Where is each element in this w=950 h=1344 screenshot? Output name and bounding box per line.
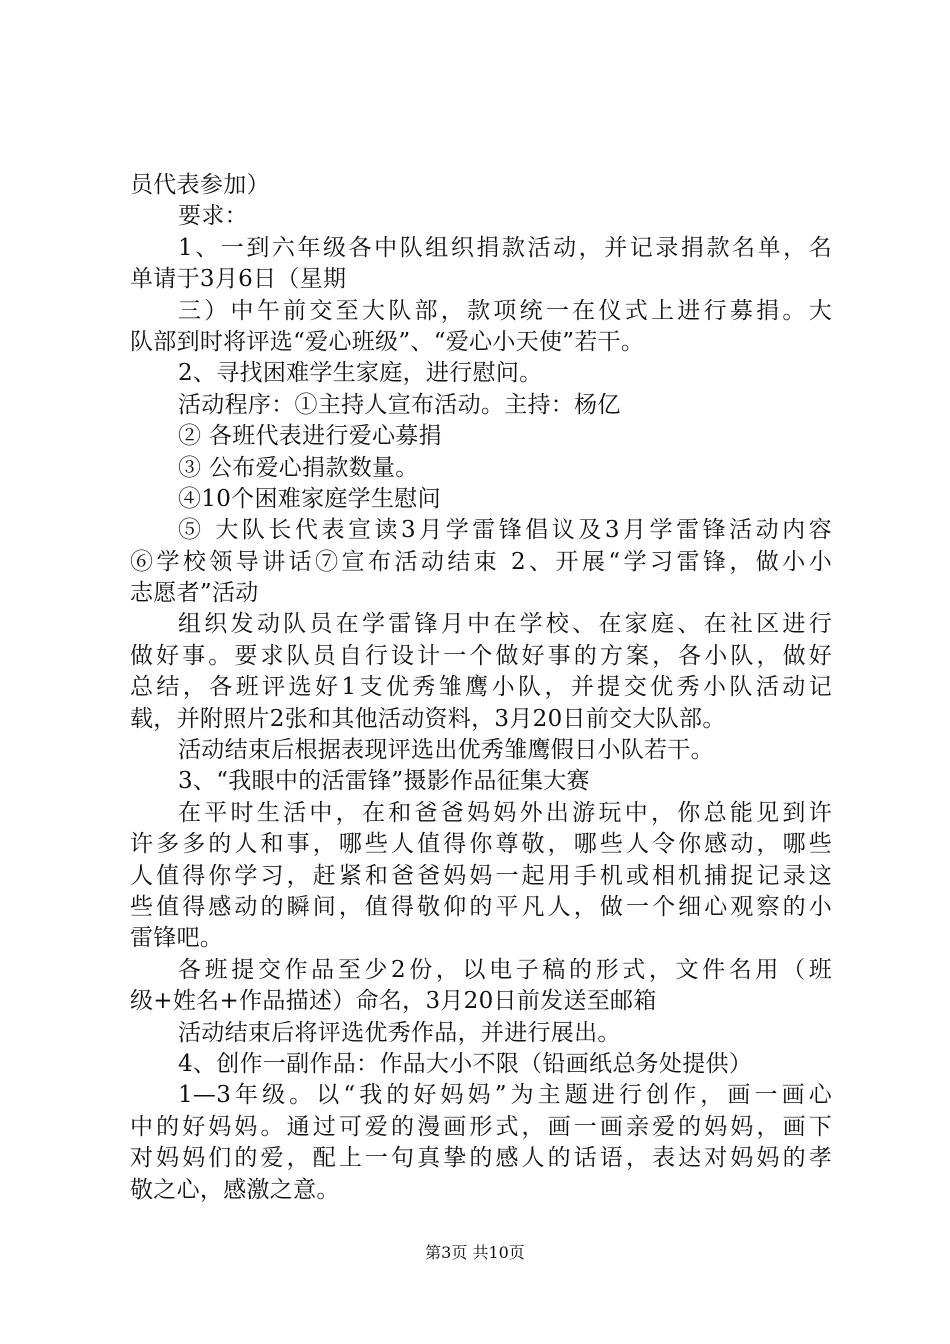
page-number-footer: 第3页 共10页	[425, 1243, 525, 1262]
text-line: ② 各班代表进行爱心募捐	[178, 423, 442, 450]
text-line: 活动程序：①主持人宣布活动。主持：杨亿	[178, 391, 621, 418]
text-line: 中的好妈妈。通过可爱的漫画形式，画一画亲爱的妈妈，画下	[130, 1113, 832, 1140]
text-line: 3、“我眼中的活雷锋”摄影作品征集大赛	[178, 768, 590, 795]
text-line: ⑥学校领导讲话⑦宣布活动结束 2、开展“学习雷锋，做小小	[130, 548, 832, 575]
text-line: 组织发动队员在学雷锋月中在学校、在家庭、在社区进行	[178, 611, 832, 638]
text-line: 些值得感动的瞬间，值得敬仰的平凡人，做一个细心观察的小	[130, 893, 832, 920]
text-line: 队部到时将评选“爱心班级”、“爱心小天使”若干。	[130, 328, 645, 355]
text-line: 活动结束后根据表现评选出优秀雏鹰假日小队若干。	[178, 737, 714, 764]
document-body	[130, 170, 832, 1206]
text-line: 要求：	[178, 203, 248, 230]
text-line: 三）中午前交至大队部，款项统一在仪式上进行募捐。大	[178, 297, 832, 324]
text-line: 活动结束后将评选优秀作品，并进行展出。	[178, 1019, 621, 1046]
text-line: 1—3年级。以“我的好妈妈”为主题进行创作，画一画心	[178, 1082, 832, 1109]
text-line: 敬之心，感激之意。	[130, 1176, 340, 1203]
text-line: 对妈妈们的爱，配上一句真挚的感人的话语，表达对妈妈的孝	[130, 1145, 832, 1172]
text-line: 2、寻找困难学生家庭，进行慰问。	[178, 360, 543, 387]
text-line: 级+姓名+作品描述）命名，3月20日前发送至邮箱	[130, 988, 657, 1015]
text-line: 做好事。要求队员自行设计一个做好事的方案，各小队，做好	[130, 642, 832, 669]
text-line: 雷锋吧。	[130, 925, 224, 952]
text-line: 载，并附照片2张和其他活动资料，3月20日前交大队部。	[130, 705, 726, 732]
text-line: 许多多的人和事，哪些人值得你尊敬，哪些人令你感动，哪些	[130, 831, 832, 858]
text-line: 人值得你学习，赶紧和爸爸妈妈一起用手机或相机捕捉记录这	[130, 862, 832, 889]
text-line: 员代表参加）	[130, 172, 270, 198]
text-line: ⑤ 大队长代表宣读3月学雷锋倡议及3月学雷锋活动内容	[178, 517, 832, 544]
text-line: 单请于3月6日（星期	[130, 266, 347, 293]
text-line: 各班提交作品至少2份，以电子稿的形式，文件名用（班	[178, 956, 832, 983]
text-line: 在平时生活中，在和爸爸妈妈外出游玩中，你总能见到许	[178, 799, 832, 826]
text-line: 4、创作一副作品：作品大小不限（铅画纸总务处提供）	[178, 1050, 753, 1077]
text-line: 总结，各班评选好1支优秀雏鹰小队，并提交优秀小队活动记	[130, 674, 832, 701]
text-line: 1、一到六年级各中队组织捐款活动，并记录捐款名单，名	[178, 234, 832, 261]
text-line: ④10个困难家庭学生慰问	[178, 485, 441, 512]
text-line: ③ 公布爱心捐款数量。	[178, 454, 419, 481]
text-line: 志愿者”活动	[130, 580, 259, 607]
